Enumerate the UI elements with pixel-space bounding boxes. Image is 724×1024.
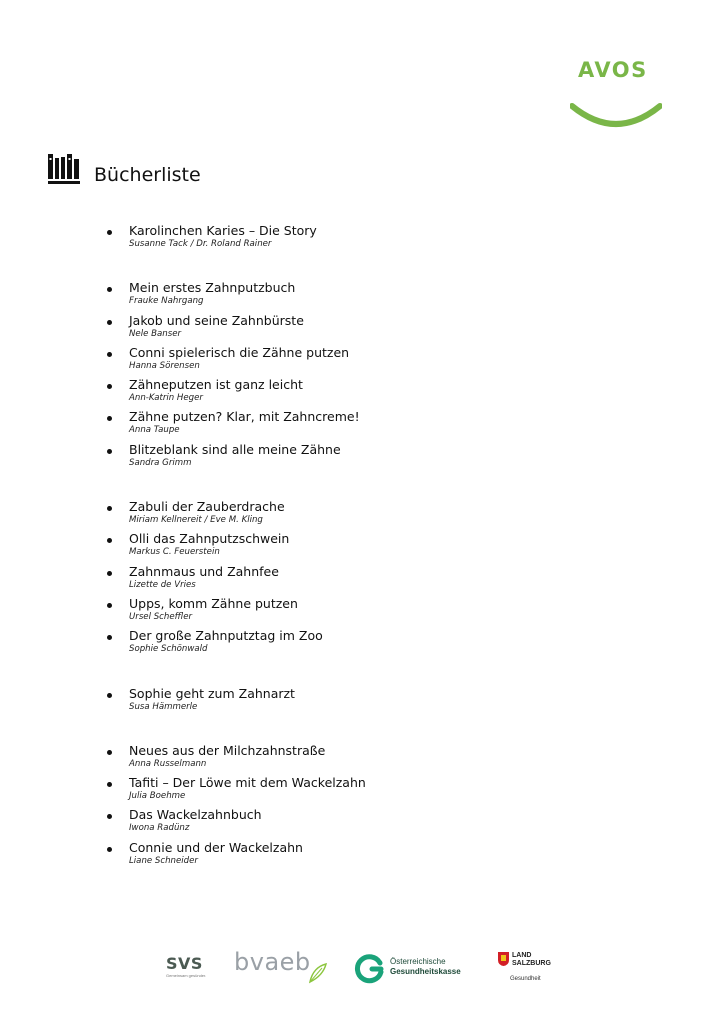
- book-author: Frauke Nahrgang: [129, 296, 204, 307]
- salzburg-logo: [498, 952, 551, 982]
- book-title: Das Wackelzahnbuch: [129, 807, 262, 823]
- oegk-logo-text: [390, 957, 461, 977]
- book-title: Zähneputzen ist ganz leicht: [129, 377, 303, 393]
- book-title: Tafiti – Der Löwe mit dem Wackelzahn: [129, 775, 366, 791]
- book-title: Zahnmaus und Zahnfee: [129, 563, 279, 579]
- leaf-icon: [308, 962, 328, 984]
- book-title: Olli das Zahnputzschwein: [129, 531, 290, 547]
- book-group-4: [105, 685, 665, 717]
- list-item: [105, 774, 665, 806]
- book-title: Zabuli der Zauberdrache: [129, 499, 285, 515]
- list-item: [105, 530, 665, 562]
- list-item: [105, 441, 665, 473]
- book-author: Susa Hämmerle: [129, 701, 198, 712]
- book-author: Lizette de Vries: [129, 579, 196, 590]
- book-author: Sophie Schönwald: [129, 644, 208, 655]
- list-item: [105, 312, 665, 344]
- book-list: [105, 222, 665, 871]
- svs-logo-text: SVS: [166, 954, 203, 973]
- avos-logo-text: AVOS: [578, 58, 648, 82]
- list-item: [105, 344, 665, 376]
- book-author: Liane Schneider: [129, 855, 198, 866]
- oegk-line-2: Gesundheitskasse: [390, 967, 461, 976]
- book-author: Susanne Tack / Dr. Roland Rainer: [129, 239, 272, 249]
- book-title: Blitzeblank sind alle meine Zähne: [129, 441, 341, 457]
- book-title: Conni spielerisch die Zähne putzen: [129, 344, 350, 360]
- oegk-ring-icon: [354, 954, 384, 984]
- svs-logo: [166, 954, 206, 978]
- list-item: [105, 742, 665, 774]
- svs-logo-tagline: Gemeinsam gesünder.: [166, 973, 207, 978]
- list-item: [105, 627, 665, 659]
- avos-logo: [570, 58, 662, 134]
- book-group-2: [105, 279, 665, 473]
- book-author: Nele Banser: [129, 328, 182, 339]
- book-author: Hanna Sörensen: [129, 360, 200, 371]
- book-author: Markus C. Feuerstein: [129, 547, 220, 558]
- book-author: Anna Russelmann: [129, 758, 207, 769]
- book-title: Mein erstes Zahnputzbuch: [129, 280, 296, 296]
- books-icon: [48, 154, 80, 184]
- salzburg-crest-icon: [498, 952, 509, 966]
- salzburg-logo-text: [512, 952, 551, 967]
- book-title: Upps, komm Zähne putzen: [129, 595, 298, 611]
- book-group-3: [105, 498, 665, 659]
- list-item: [105, 595, 665, 627]
- smile-arc-icon: [570, 98, 662, 134]
- salzburg-line-1: LAND: [512, 952, 532, 959]
- list-item: [105, 839, 665, 871]
- list-item: [105, 685, 665, 717]
- book-author: Iwona Radünz: [129, 823, 190, 834]
- list-item: [105, 806, 665, 838]
- book-author: Sandra Grimm: [129, 457, 192, 468]
- page-title: Bücherliste: [94, 164, 201, 186]
- oegk-logo: [354, 954, 461, 989]
- book-title: Sophie geht zum Zahnarzt: [129, 685, 295, 701]
- list-item: [105, 376, 665, 408]
- salzburg-line-2: SALZBURG: [512, 959, 551, 967]
- book-title: Karolinchen Karies – Die Story: [129, 223, 317, 238]
- book-author: Ann-Katrin Heger: [129, 393, 203, 404]
- book-title: Neues aus der Milchzahnstraße: [129, 742, 326, 758]
- bvaeb-logo-text: bvaeb: [234, 948, 311, 976]
- book-title: Der große Zahnputztag im Zoo: [129, 628, 323, 644]
- salzburg-subline: Gesundheit: [510, 976, 541, 982]
- book-author: Julia Boehme: [129, 791, 186, 802]
- book-author: Miriam Kellnereit / Eve M. Kling: [129, 515, 263, 526]
- list-item: [105, 279, 665, 311]
- list-item: [105, 408, 665, 440]
- book-title: Jakob und seine Zahnbürste: [129, 312, 304, 328]
- book-group-1: [105, 222, 665, 254]
- book-title: Connie und der Wackelzahn: [129, 839, 303, 855]
- book-title: Zähne putzen? Klar, mit Zahncreme!: [129, 409, 360, 425]
- partner-logos: [160, 946, 560, 990]
- list-item: [105, 222, 665, 254]
- list-item: [105, 563, 665, 595]
- oegk-line-1: Österreichische: [390, 957, 446, 966]
- book-author: Anna Taupe: [129, 425, 180, 436]
- book-author: Ursel Scheffler: [129, 611, 193, 622]
- book-group-5: [105, 742, 665, 871]
- list-item: [105, 498, 665, 530]
